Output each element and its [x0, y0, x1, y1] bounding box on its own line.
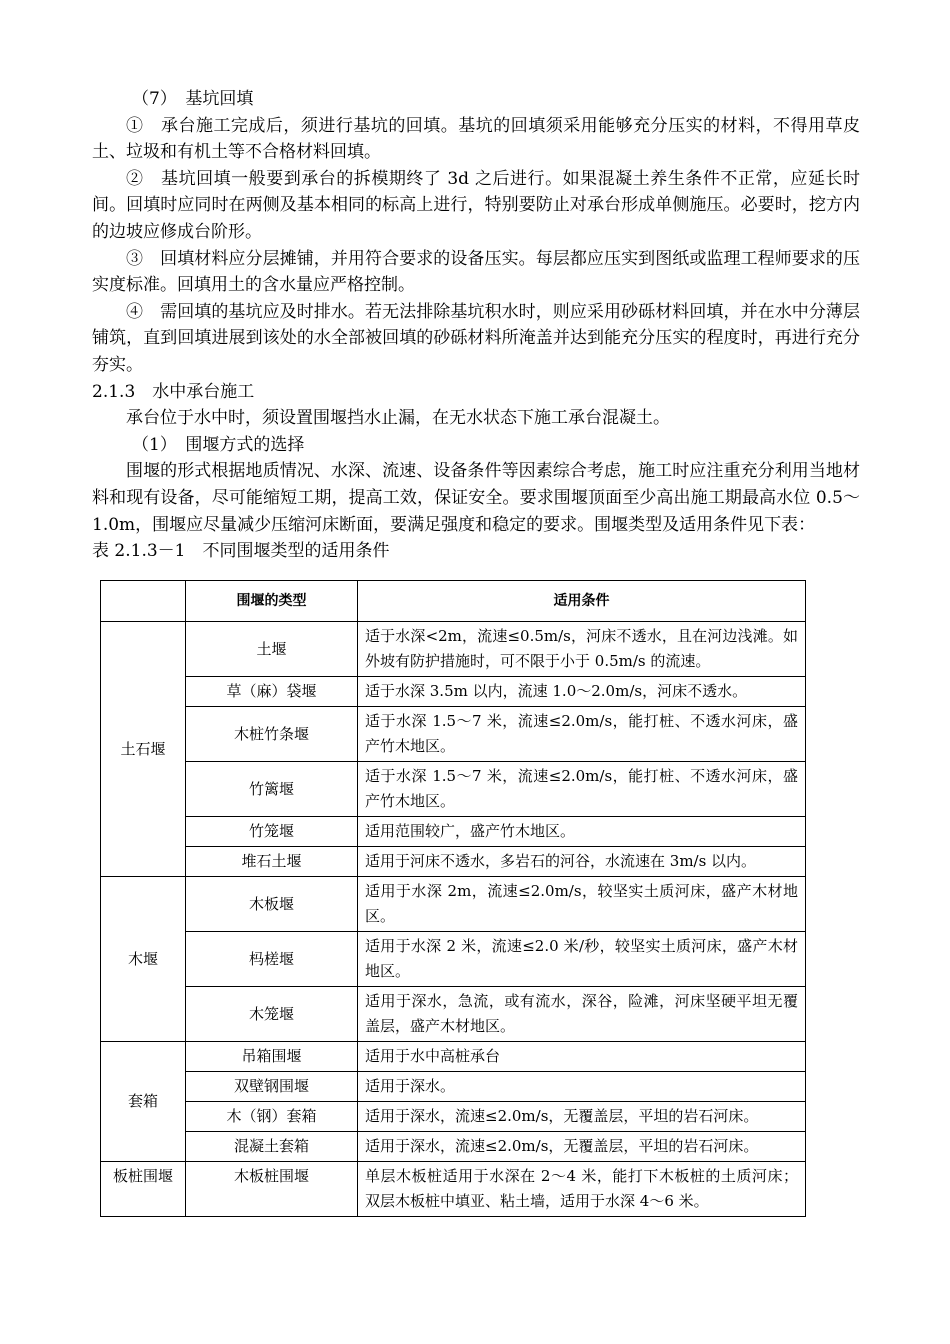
table-row	[101, 707, 806, 762]
type-cell: 木（钢）套箱	[186, 1102, 358, 1132]
group-cell: 土石堰	[101, 622, 186, 877]
header-type: 围堰的类型	[186, 581, 358, 622]
table-row	[101, 877, 806, 932]
table-row	[101, 762, 806, 817]
condition-cell: 适用于深水，流速≤2.0m/s，无覆盖层，平坦的岩石河床。	[358, 1132, 806, 1162]
table-row	[101, 622, 806, 677]
group-cell: 板桩围堰	[101, 1162, 186, 1217]
group-cell: 木堰	[101, 877, 186, 1042]
condition-cell: 适于水深 3.5m 以内，流速 1.0～2.0m/s，河床不透水。	[358, 677, 806, 707]
condition-cell: 适用于深水。	[358, 1072, 806, 1102]
type-cell: 土堰	[186, 622, 358, 677]
type-cell: 竹篱堰	[186, 762, 358, 817]
table-row	[101, 1132, 806, 1162]
type-cell: 堆石土堰	[186, 847, 358, 877]
condition-cell: 适用于河床不透水，多岩石的河谷，水流速在 3m/s 以内。	[358, 847, 806, 877]
header-condition: 适用条件	[358, 581, 806, 622]
condition-cell: 单层木板桩适用于水深在 2～4 米，能打下木板桩的土质河床；双层木板桩中填亚、粘土墙，适用于水深 4～6 米。	[358, 1162, 806, 1217]
group-cell: 套箱	[101, 1042, 186, 1162]
type-cell: 双壁钢围堰	[186, 1072, 358, 1102]
table-row	[101, 1102, 806, 1132]
table-row	[101, 1072, 806, 1102]
condition-cell: 适于水深<2m，流速≤0.5m/s，河床不透水，且在河边浅滩。如外坡有防护措施时，可不限于小于 0.5m/s 的流速。	[358, 622, 806, 677]
type-cell: 木笼堰	[186, 987, 358, 1042]
table-row	[101, 677, 806, 707]
paragraph: 承台位于水中时，须设置围堰挡水止漏，在无水状态下施工承台混凝土。	[126, 408, 670, 429]
header-blank	[101, 581, 186, 622]
condition-cell: 适用于水深 2 米，流速≤2.0 米/秒，较坚实土质河床，盛产木材地区。	[358, 932, 806, 987]
type-cell: 木板堰	[186, 877, 358, 932]
table-caption: 表 2.1.3－1 不同围堰类型的适用条件	[92, 541, 390, 562]
paragraph: ③ 回填材料应分层摊铺，并用符合要求的设备压实。每层都应压实到图纸或监理工程师要求的压实度标准。回填用土的含水量应严格控制。	[92, 248, 860, 296]
table-row	[101, 1162, 806, 1217]
type-cell: 木板桩围堰	[186, 1162, 358, 1217]
table-row	[101, 1042, 806, 1072]
paragraph: 围堰的形式根据地质情况、水深、流速、设备条件等因素综合考虑，施工时应注重充分利用当地材料和现有设备，尽可能缩短工期，提高工效，保证安全。要求围堰顶面至少高出施工期最高水位 0.5～1.0m，围堰应尽量减少压缩河床断面，要满足强度和稳定的要求。围堰类型及适用条件见下表：	[92, 461, 860, 535]
condition-cell: 适用于深水，流速≤2.0m/s，无覆盖层，平坦的岩石河床。	[358, 1102, 806, 1132]
body-text	[92, 86, 860, 565]
table-row	[101, 817, 806, 847]
table-row	[101, 932, 806, 987]
section-heading-7: （7） 基坑回填	[132, 89, 254, 109]
paragraph: ④ 需回填的基坑应及时排水。若无法排除基坑积水时，则应采用砂砾材料回填，并在水中分薄层铺筑，直到回填进展到该处的水全部被回填的砂砾材料所淹盖并达到能充分压实的程度时，再进行充分夯实。	[92, 301, 860, 375]
section-heading-213: 2.1.3 水中承台施工	[92, 381, 255, 402]
paragraph: ② 基坑回填一般要到承台的拆模期终了 3d 之后进行。如果混凝土养生条件不正常，应延长时间。回填时应同时在两侧及基本相同的标高上进行，特别要防止对承台形成单侧施压。必要时，挖方内的边坡应修成台阶形。	[92, 168, 860, 242]
type-cell: 吊箱围堰	[186, 1042, 358, 1072]
paragraph: ① 承台施工完成后，须进行基坑的回填。基坑的回填须采用能够充分压实的材料，不得用草皮土、垃圾和有机土等不合格材料回填。	[92, 115, 860, 163]
condition-cell: 适于水深 1.5～7 米，流速≤2.0m/s，能打桩、不透水河床，盛产竹木地区。	[358, 762, 806, 817]
condition-cell: 适用于深水，急流，或有流水，深谷，险滩，河床坚硬平坦无覆盖层，盛产木材地区。	[358, 987, 806, 1042]
condition-cell: 适用范围较广，盛产竹木地区。	[358, 817, 806, 847]
type-cell: 混凝土套箱	[186, 1132, 358, 1162]
cofferdam-types-table	[100, 580, 806, 1217]
condition-cell: 适于水深 1.5～7 米，流速≤2.0m/s，能打桩、不透水河床，盛产竹木地区。	[358, 707, 806, 762]
type-cell: 竹笼堰	[186, 817, 358, 847]
table-header-row	[101, 581, 806, 622]
table-row	[101, 987, 806, 1042]
type-cell: 木桩竹条堰	[186, 707, 358, 762]
table-row	[101, 847, 806, 877]
type-cell: 草（麻）袋堰	[186, 677, 358, 707]
condition-cell: 适用于水深 2m，流速≤2.0m/s，较坚实土质河床，盛产木材地区。	[358, 877, 806, 932]
section-heading-1: （1） 围堰方式的选择	[132, 434, 305, 455]
type-cell: 杩槎堰	[186, 932, 358, 987]
condition-cell: 适用于水中高桩承台	[358, 1042, 806, 1072]
